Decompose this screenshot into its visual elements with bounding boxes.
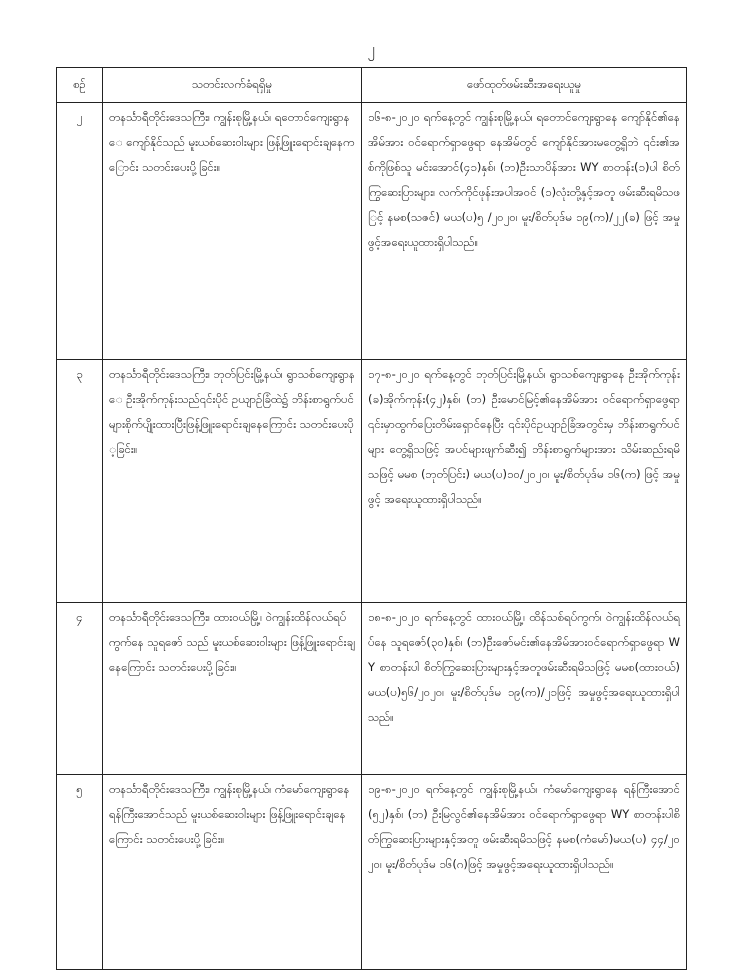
header-news-received: သတင်းလက်ခံရရှိမှု xyxy=(103,68,362,103)
serial-no-cell: ၅ xyxy=(57,775,103,970)
news-cell: တနင်္သာရီတိုင်းဒေသကြီး၊ ကျွန်းစုမြို့နယ်၊ ရတောင်ကျေးရွာနေ ကျော်နိုင်သည် မူးယစ်ဆေးဝါးများ ဖြန့်ဖြူးရောင်းချနေကြောင်း သတင်းပေးပို့ခြင်း။ xyxy=(103,103,362,360)
news-cell: တနင်္သာရီတိုင်းဒေသကြီး၊ ဘုတ်ပြင်းမြို့နယ်၊ ရွာသစ်ကျေးရွာနေ ဦးအိုက်ကုန်းသည်၎င်းပိုင် ဥယျာဉ်ခြံထဲ၌ ဘိန်းစာရွက်ပင်များစိုက်ပျိုးထားပြီးဖြန့်ဖြူးရောင်းချနေကြောင်း သတင်းပေးပို့ခြင်း။ xyxy=(103,360,362,603)
news-cell: တနင်္သာရီတိုင်းဒေသကြီး၊ ကျွန်းစုမြို့နယ်၊ ကံမော်ကျေးရွာနေ ရန်ကြီးအောင်သည် မူးယစ်ဆေးဝါးများ ဖြန့်ဖြူးရောင်းချနေကြောင်း သတင်းပေးပို့ခြင်း။ xyxy=(103,775,362,970)
action-cell: ၁၈-၈-၂၀၂၀ ရက်နေ့တွင် ထားဝယ်မြို့၊ ထိန်သစ်ရပ်ကွက်၊ ဝဲကျွန်းထိန်လယ်ရပ်နေ သူရဇော်(၃၀)နှစ်၊ (ဘ)ဦးဇော်မင်း၏နေအိမ်အားဝင်ရောက်ရှာဖွေရာ WY စာတန်းပါ စိတ်ကြွဆေးပြားများနှင့်အတူဖမ်းဆီးရမိသဖြင့် မမစ(ထားဝယ်) မယ(ပ)၅၆/၂၀၂၀၊ မူး/စိတ်ပုဒ်မ ၁၉(က)/၂၁ဖြင့် အမှုဖွင့်အရေးယူထားရှိပါသည်။ xyxy=(362,603,687,775)
table-row xyxy=(57,103,687,360)
report-table xyxy=(56,67,687,970)
table-header-row xyxy=(57,68,687,103)
action-cell: ၁၆-၈-၂၀၂၀ ရက်နေ့တွင် ကျွန်းစုမြို့နယ်၊ ရတောင်ကျေးရွာနေ ကျော်နိုင်၏နေအိမ်အား ဝင်ရောက်ရှာဖွေရာ နေအိမ်တွင် ကျော်နိုင်အားမတွေ့ရှိဘဲ ၎င်း၏အစ်ကိုဖြစ်သူ မင်းအောင်(၄၁)နှစ်၊ (ဘ)ဦးသာပိန်အား WY စာတန်း(၁)ပါ စိတ်ကြွဆေးပြားများ၊ လက်ကိုင်ဖုန်းအပါအဝင် (၁)လုံးတို့နှင့်အတူ ဖမ်းဆီးရမိသဖြင့် နမစ(သဇင်) မယ(ပ)၅ /၂၀၂၀၊ မူး/စိတ်ပုဒ်မ ၁၉(က)/၂၂(ခ) ဖြင့် အမှုဖွင့်အရေးယူထားရှိပါသည်။ xyxy=(362,103,687,360)
table-row xyxy=(57,775,687,970)
news-cell: တနင်္သာရီတိုင်းဒေသကြီး၊ ထားဝယ်မြို့၊ ဝဲကျွန်းထိန်လယ်ရပ်ကွက်နေ သူရဇော် သည် မူးယစ်ဆေးဝါးများ ဖြန့်ဖြူးရောင်းချနေကြောင်း သတင်းပေးပို့ခြင်း။ xyxy=(103,603,362,775)
header-serial-no: စဉ် xyxy=(57,68,103,103)
page-number: ၂ xyxy=(367,40,375,58)
table-row xyxy=(57,603,687,775)
serial-no-cell: ၄ xyxy=(57,603,103,775)
table-row xyxy=(57,360,687,603)
serial-no-cell: ၃ xyxy=(57,360,103,603)
serial-no-cell: ၂ xyxy=(57,103,103,360)
action-cell: ၁၇-၈-၂၀၂၀ ရက်နေ့တွင် ဘုတ်ပြင်းမြို့နယ်၊ ရွာသစ်ကျေးရွာနေ ဦးအိုက်ကုန်း(ခ)အိုက်ကုန်း(၄၂)နှစ်၊ (ဘ) ဦးမောင်မြင့်၏နေအိမ်အား ဝင်ရောက်ရှာဖွေရာ ၎င်းမှာထွက်ပြေးတိမ်းရှောင်နေပြီး ၎င်းပိုင်ဥယျာဉ်ခြံအတွင်းမှ ဘိန်းစာရွက်ပင်များ တွေ့ရှိသဖြင့် အပင်များဖျက်ဆီး၍ ဘိန်းစာရွက်များအား သိမ်းဆည်းရမိသဖြင့် မမစ (ဘုတ်ပြင်း) မယ(ပ)၁၀/၂၀၂၀၊ မူး/စိတ်ပုဒ်မ ၁၆(က) ဖြင့် အမှုဖွင့် အရေးယူထားရှိပါသည်။ xyxy=(362,360,687,603)
action-cell: ၁၉-၈-၂၀၂၀ ရက်နေ့တွင် ကျွန်းစုမြို့နယ်၊ ကံမော်ကျေးရွာနေ ရန်ကြီးအောင်(၅၂)နှစ်၊ (ဘ) ဦးမြလွင်၏နေအိမ်အား ဝင်ရောက်ရှာဖွေရာ WY စာတန်းပါစိတ်ကြွဆေးပြားများနှင့်အတူ ဖမ်းဆီးရမိသဖြင့် နမစ(ကံမော်)မယ(ပ) ၄၄/၂၀၂၀၊ မူး/စိတ်ပုဒ်မ ၁၆(ဂ)ဖြင့် အမှုဖွင့်အရေးယူထားရှိပါသည်။ xyxy=(362,775,687,970)
header-action-taken: ဖော်ထုတ်ဖမ်းဆီးအရေးယူမှု xyxy=(362,68,687,103)
